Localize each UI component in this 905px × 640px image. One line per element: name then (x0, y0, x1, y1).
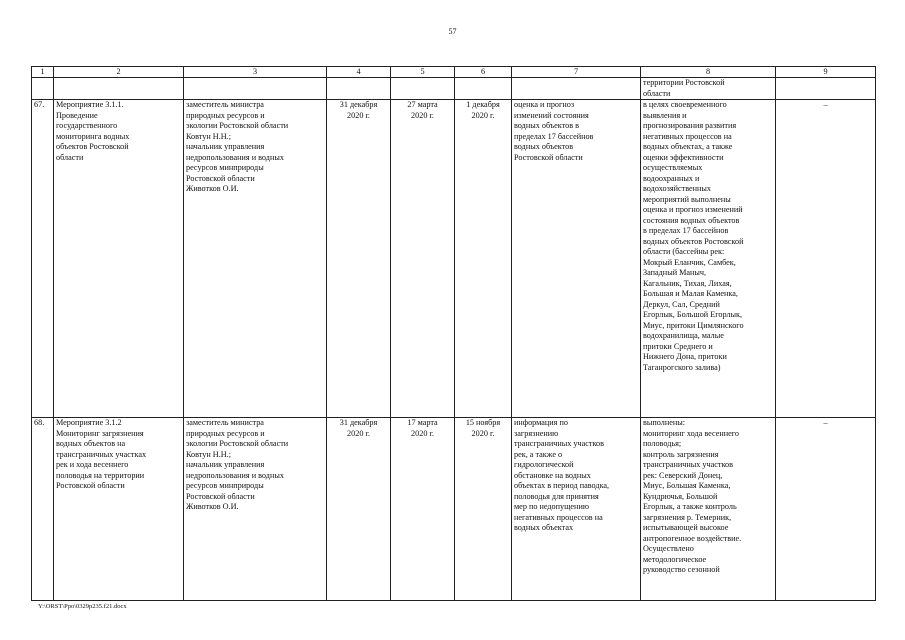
page-number: 57 (448, 27, 457, 36)
column-header: 5 (391, 67, 455, 78)
result-cell: информация по загрязнению трансграничных участков рек, а также о гидрологической обстановке на водных объектах в период паводка, половодья для принятия мер по недопущению негативных процессов на водных объектах (512, 418, 641, 601)
responsible-cell: заместитель министра природных ресурсов и экологии Ростовской области Ковтун Н.Н.; начальник управления недропользования и водных ресурсов минприроды Ростовской области Животков О.И. (184, 100, 327, 418)
column-header: 7 (512, 67, 641, 78)
event-cell: Мероприятие 3.1.1. Проведение государственного мониторинга водных объектов Ростовской области (54, 100, 184, 418)
note-cell: – (776, 100, 876, 418)
continuation-row (32, 78, 876, 100)
date-cell: 15 ноября 2020 г. (455, 418, 512, 601)
result-cell: оценка и прогноз изменений состояния водных объектов в пределах 17 бассейнов водных объектов Ростовской области (512, 100, 641, 418)
table-header-row (32, 67, 876, 78)
column-header: 1 (32, 67, 54, 78)
column-header: 9 (776, 67, 876, 78)
info-cell: в целях своевременного выявления и прогнозирования развития негативных процессов на водных объектах, а также оценки эффективности осуществляемых водоохранных и водохозяйственных мероприятий выполнены оценка и прогноз изменений состояния водных объектов в пределах 17 бассейнов водных объектов Ростовской области (бассейны рек: Мокрый Еланчик, Самбек, Западный Маныч, Кагальник, Тихая, Лихая, Большая и Малая Каменка, Деркул, Сал, Средний Егорлык, Большой Егорлык, Миус, притоки Цимлянского водохранилища, малые притоки Среднего и Нижнего Дона, притоки Таганрогского залива) (641, 100, 776, 418)
date-cell: 31 декабря 2020 г. (327, 100, 391, 418)
date-cell: 1 декабря 2020 г. (455, 100, 512, 418)
column-header: 2 (54, 67, 184, 78)
responsible-cell: заместитель министра природных ресурсов и экологии Ростовской области Ковтун Н.Н.; начальник управления недропользования и водных ресурсов минприроды Ростовской области Животков О.И. (184, 418, 327, 601)
note-cell: – (776, 418, 876, 601)
table-row (32, 100, 876, 418)
event-cell: Мероприятие 3.1.2 Мониторинг загрязнения водных объектов на трансграничных участках рек и хода весеннего половодья на территории Ростовской области (54, 418, 184, 601)
plan-table (31, 66, 876, 601)
date-cell: 27 марта 2020 г. (391, 100, 455, 418)
row-number: 68. (32, 418, 54, 601)
info-cell: выполнены: мониторинг хода весеннего половодья; контроль загрязнения трансграничных участков рек: Северский Донец, Миус, Большая Каменка, Кундрючья, Большой Егорлык, а также контроль загрязнения р. Темерник, испытывающей высокое антропогенное воздействие. Осуществлено методологическое руководство сезонной (641, 418, 776, 601)
table-row (32, 418, 876, 601)
continuation-text: территории Ростовской области (641, 78, 776, 100)
column-header: 4 (327, 67, 391, 78)
date-cell: 17 марта 2020 г. (391, 418, 455, 601)
column-header: 8 (641, 67, 776, 78)
row-number: 67. (32, 100, 54, 418)
file-path-footer: Y:\ORST\Ppo\0329p235.f21.docx (38, 603, 127, 610)
column-header: 3 (184, 67, 327, 78)
date-cell: 31 декабря 2020 г. (327, 418, 391, 601)
column-header: 6 (455, 67, 512, 78)
